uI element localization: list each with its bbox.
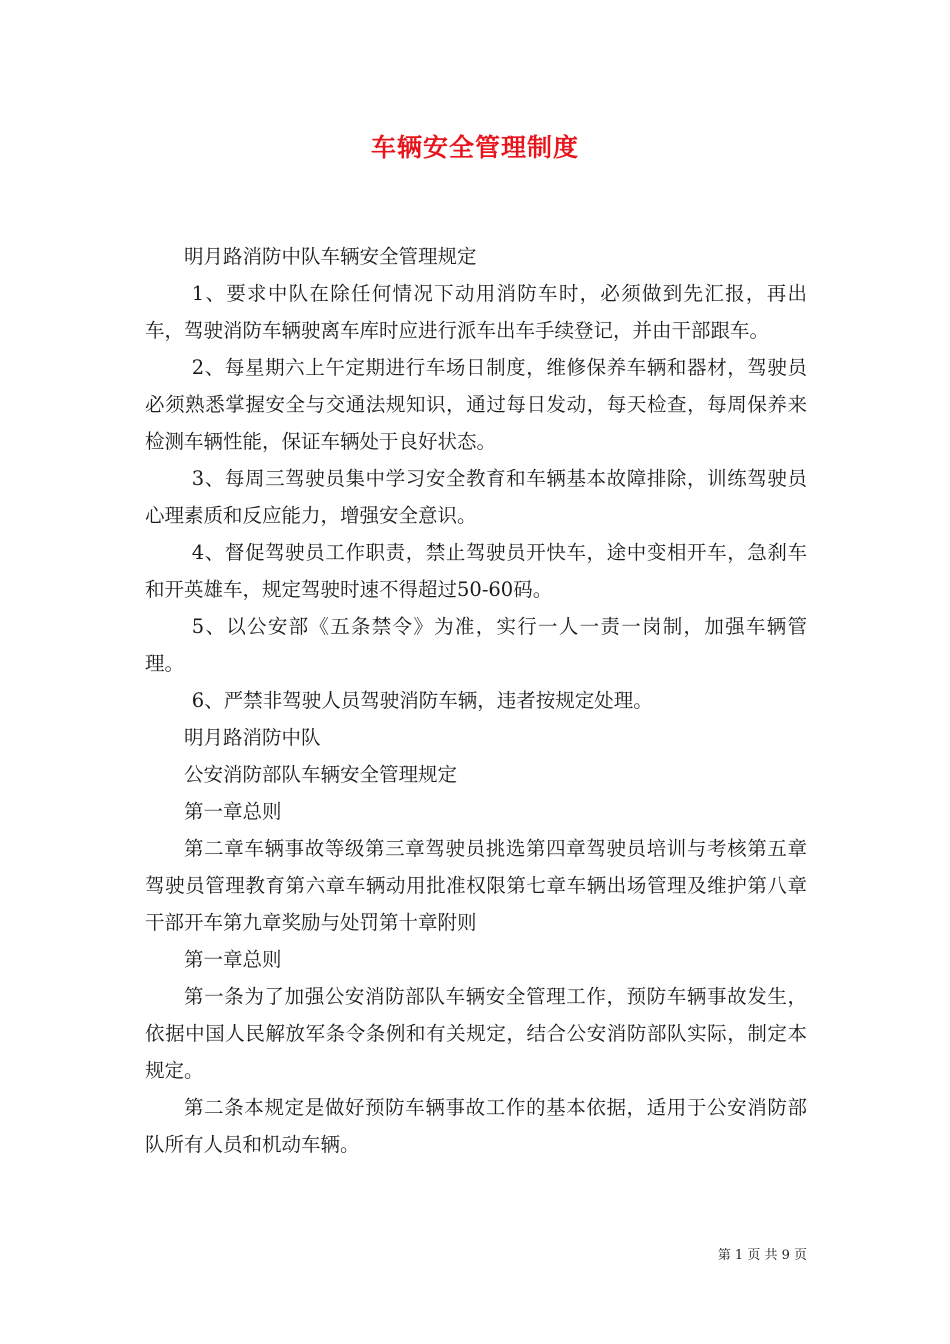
paragraph: 4、督促驾驶员工作职责，禁止驾驶员开快车，途中变相开车，急刹车和开英雄车，规定驾驶时速不得超过50-60码。 bbox=[145, 541, 807, 601]
paragraph: 第一条为了加强公安消防部队车辆安全管理工作，预防车辆事故发生，依据中国人民解放军条令条例和有关规定，结合公安消防部队实际，制定本规定。 bbox=[145, 985, 807, 1082]
paragraph: 明月路消防中队车辆安全管理规定 bbox=[184, 245, 477, 268]
paragraph: 第一章总则 bbox=[184, 948, 282, 971]
paragraph: 1、要求中队在除任何情况下动用消防车时，必须做到先汇报，再出车，驾驶消防车辆驶离车库时应进行派车出车手续登记，并由干部跟车。 bbox=[145, 282, 807, 342]
document-body bbox=[145, 238, 807, 1163]
paragraph: 第二章车辆事故等级第三章驾驶员挑选第四章驾驶员培训与考核第五章驾驶员管理教育第六章车辆动用批准权限第七章车辆出场管理及维护第八章干部开车第九章奖励与处罚第十章附则 bbox=[145, 837, 807, 934]
page-number: 第 1 页 共 9 页 bbox=[717, 1248, 807, 1263]
paragraph: 3、每周三驾驶员集中学习安全教育和车辆基本故障排除，训练驾驶员心理素质和反应能力，增强安全意识。 bbox=[145, 467, 807, 527]
paragraph: 明月路消防中队 bbox=[184, 726, 321, 749]
paragraph: 5、以公安部《五条禁令》为准，实行一人一责一岗制，加强车辆管理。 bbox=[145, 615, 807, 675]
paragraph: 第一章总则 bbox=[184, 800, 282, 823]
page-title: 车辆安全管理制度 bbox=[370, 133, 579, 162]
paragraph: 第二条本规定是做好预防车辆事故工作的基本依据，适用于公安消防部队所有人员和机动车辆。 bbox=[145, 1096, 807, 1156]
paragraph: 2、每星期六上午定期进行车场日制度，维修保养车辆和器材，驾驶员必须熟悉掌握安全与交通法规知识，通过每日发动，每天检查，每周保养来检测车辆性能，保证车辆处于良好状态。 bbox=[145, 356, 807, 453]
paragraph: 公安消防部队车辆安全管理规定 bbox=[184, 763, 458, 786]
paragraph: 6、严禁非驾驶人员驾驶消防车辆，违者按规定处理。 bbox=[191, 689, 653, 712]
